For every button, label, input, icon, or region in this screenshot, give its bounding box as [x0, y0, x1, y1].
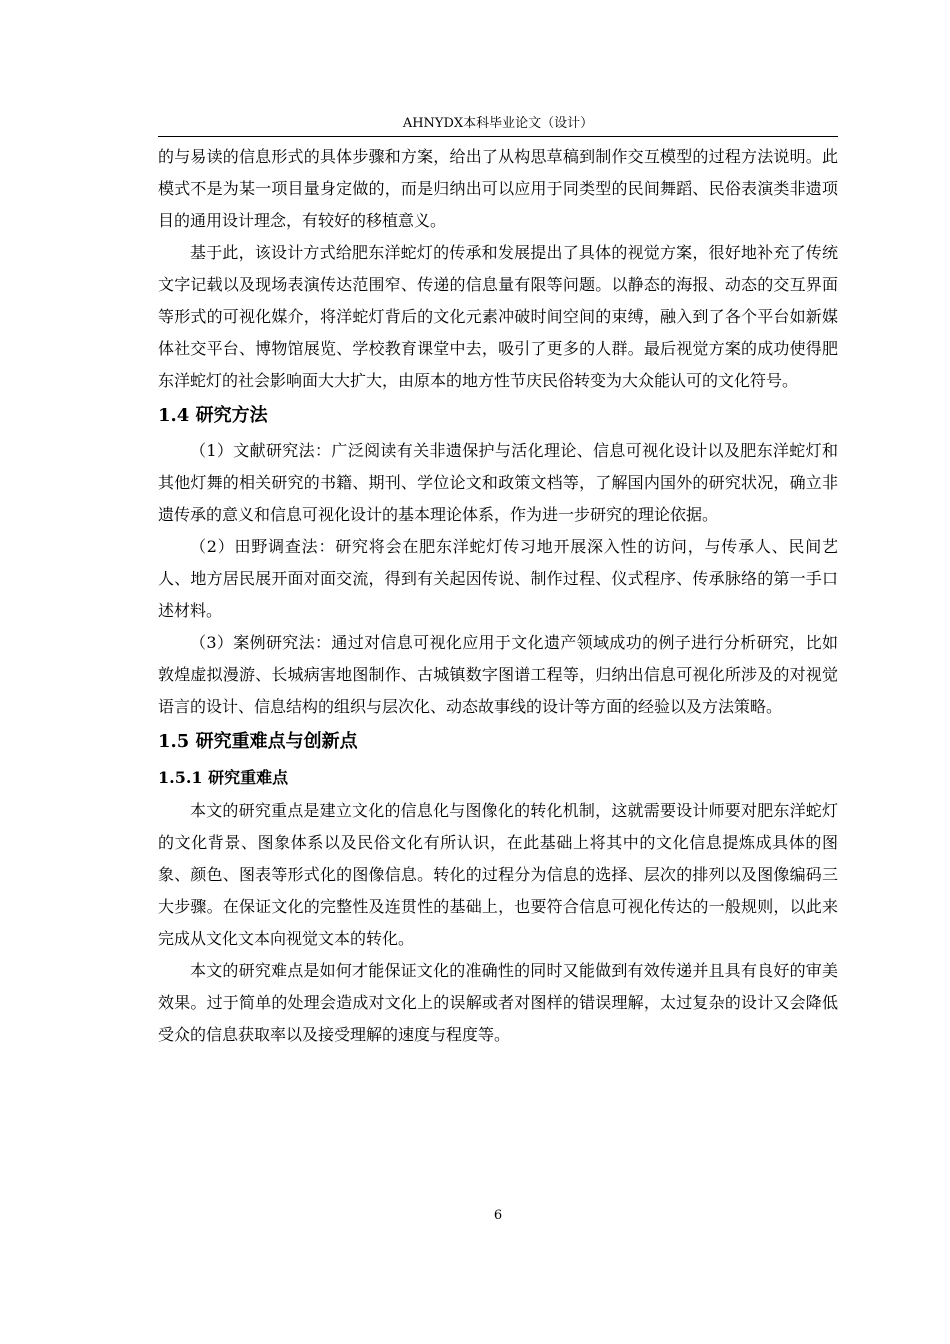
section-heading-1-5: 1.5 研究重难点与创新点: [158, 731, 358, 752]
method-item-fieldwork: （2）田野调查法：研究将会在肥东洋蛇灯传习地开展深入性的访问，与传承人、民间艺人、地方居民展开面对面交流，得到有关起因传说、制作过程、仪式程序、传承脉络的第一手口述材料。: [158, 537, 838, 620]
method-item-literature: （1）文献研究法：广泛阅读有关非遗保护与活化理论、信息可视化设计以及肥东洋蛇灯和其他灯舞的相关研究的书籍、期刊、学位论文和政策文档等，了解国内国外的研究状况，确立非遗传承的意义和信息可视化设计的基本理论体系，作为进一步研究的理论依据。: [158, 441, 838, 524]
body-paragraph-key-points: 本文的研究重点是建立文化的信息化与图像化的转化机制，这就需要设计师要对肥东洋蛇灯的文化背景、图象体系以及民俗文化有所认识，在此基础上将其中的文化信息提炼成具体的图象、颜色、图表等形式化的图像信息。转化的过程分为信息的选择、层次的排列以及图像编码三大步骤。在保证文化的完整性及连贯性的基础上，也要符合信息可视化传达的一般规则，以此来完成从文化文本向视觉文本的转化。: [158, 801, 838, 948]
page-number: 6: [493, 1208, 503, 1223]
body-paragraph: 基于此，该设计方式给肥东洋蛇灯的传承和发展提出了具体的视觉方案，很好地补充了传统文字记载以及现场表演传达范围窄、传递的信息量有限等问题。以静态的海报、动态的交互界面等形式的可视化媒介，将洋蛇灯背后的文化元素冲破时间空间的束缚，融入到了各个平台如新媒体社交平台、博物馆展览、学校教育课堂中去，吸引了更多的人群。最后视觉方案的成功使得肥东洋蛇灯的社会影响面大大扩大，由原本的地方性节庆民俗转变为大众能认可的文化符号。: [158, 243, 838, 390]
body-paragraph: 的与易读的信息形式的具体步骤和方案，给出了从构思草稿到制作交互模型的过程方法说明。此模式不是为某一项目量身定做的，而是归纳出可以应用于同类型的民间舞蹈、民俗表演类非遗项目的通用设计理念，有较好的移植意义。: [158, 147, 838, 230]
page-body: [158, 141, 838, 1051]
method-item-case-study: （3）案例研究法：通过对信息可视化应用于文化遗产领域成功的例子进行分析研究，比如敦煌虚拟漫游、长城病害地图制作、古城镇数字图谱工程等，归纳出信息可视化所涉及的对视觉语言的设计、信息结构的组织与层次化、动态故事线的设计等方面的经验以及方法策略。: [158, 633, 838, 716]
running-header: AHNYDX本科毕业论文（设计）: [402, 116, 594, 131]
body-paragraph-difficulties: 本文的研究难点是如何才能保证文化的准确性的同时又能做到有效传递并且具有良好的审美效果。过于简单的处理会造成对文化上的误解或者对图样的错误理解，太过复杂的设计又会降低受众的信息获取率以及接受理解的速度与程度等。: [158, 961, 838, 1044]
subsection-heading-1-5-1: 1.5.1 研究重难点: [158, 768, 289, 787]
header-divider: [158, 136, 838, 137]
section-heading-1-4: 1.4 研究方法: [158, 405, 268, 426]
